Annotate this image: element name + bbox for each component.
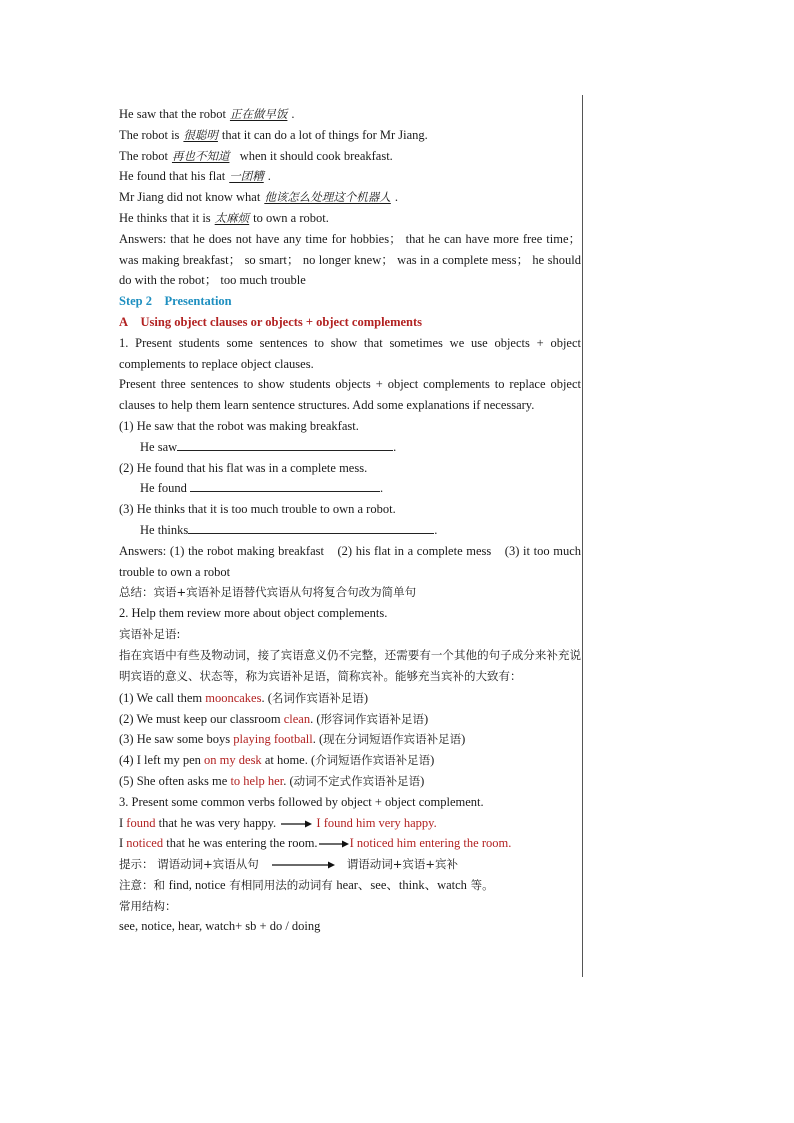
intro-line-1: He saw that the robot 正在做早饭 .	[119, 107, 295, 121]
table-border-line	[582, 95, 583, 977]
filled-blank: 他该怎么处理这个机器人	[264, 190, 391, 205]
filled-blank: 太麻烦	[214, 210, 250, 225]
intro-answers: Answers: that he does not have any time for hobbies； that he can have more free time； was making breakfast； so smart； no longer knew； was in a complete mess； he should do with the robot； too much trouble	[119, 231, 581, 288]
oc-example-3: (3) He saw some boys playing football. (现在分词短语作宾语补足语)	[119, 732, 466, 747]
transform-1: I found that he was very happy. I found him very happy.	[119, 815, 437, 830]
answer-blank	[188, 522, 434, 534]
intro-line-6: He thinks that it is 太麻烦 to own a robot.	[119, 210, 329, 225]
example-2: (2) He found that his flat was in a complete mess.	[119, 460, 368, 475]
exercise-1: He saw .	[140, 439, 397, 454]
note-line: 注意：和 find, notice 有相同用法的动词有 hear、see、think、watch 等。	[119, 877, 494, 892]
intro-line-3: The robot 再也不知道 when it should cook breakfast.	[119, 148, 393, 163]
paragraph-1: 1. Present students some sentences to show that sometimes we use objects + object complements to replace object clauses.	[119, 335, 581, 371]
exercise-2: He found .	[140, 481, 384, 496]
filled-blank: 很聪明	[183, 127, 218, 142]
exercise-3: He thinks .	[140, 522, 438, 537]
oc-example-1: (1) We call them mooncakes. (名词作宾语补足语)	[119, 690, 369, 705]
answers-2: Answers: (1) the robot making breakfast (2) his flat in a complete mess (3) it too much trouble to own a robot	[119, 543, 581, 579]
answer-blank	[177, 439, 393, 451]
right-arrow-icon	[318, 839, 350, 849]
object-complement-title: 宾语补足语:	[119, 626, 181, 641]
intro-line-5: Mr Jiang did not know what 他该怎么处理这个机器人 .	[119, 190, 398, 205]
answer-blank	[190, 480, 380, 492]
right-arrow-icon	[279, 819, 313, 829]
filled-blank: 一团糟	[229, 169, 264, 184]
oc-example-2: (2) We must keep our classroom clean. (形容词作宾语补足语)	[119, 711, 429, 726]
filled-blank: 再也不知道	[171, 148, 230, 163]
paragraph-1b: Present three sentences to show students objects + object complements to replace object clauses to help them learn sentence structures. Add some explanations if necessary.	[119, 377, 581, 413]
example-3: (3) He thinks that it is too much trouble to own a robot.	[119, 502, 396, 517]
document-body	[119, 104, 581, 937]
example-1: (1) He saw that the robot was making breakfast.	[119, 418, 359, 433]
tip-line: 提示： 谓语动词+宾语从句 谓语动词+宾语+宾补	[119, 857, 459, 872]
common-structure: see, notice, hear, watch+ sb + do / doing	[119, 919, 321, 934]
paragraph-2: 2. Help them review more about object complements.	[119, 606, 388, 621]
oc-example-5: (5) She often asks me to help her. (动词不定式作宾语补足语)	[119, 773, 425, 788]
paragraph-3: 3. Present some common verbs followed by object + object complement.	[119, 794, 484, 809]
transform-2: I noticed that he was entering the room. I noticed him entering the room.	[119, 836, 512, 851]
summary: 总结：宾语+宾语补足语替代宾语从句将复合句改为简单句	[119, 585, 417, 600]
right-arrow-icon	[270, 860, 336, 870]
common-structure-label: 常用结构：	[119, 898, 177, 913]
intro-line-4: He found that his flat 一团糟 .	[119, 169, 271, 184]
section-a-heading: A Using object clauses or objects + object complements	[119, 314, 423, 329]
intro-line-2: The robot is 很聪明 that it can do a lot of things for Mr Jiang.	[119, 127, 428, 142]
oc-example-4: (4) I left my pen on my desk at home. (介词短语作宾语补足语)	[119, 753, 435, 768]
step-heading: Step 2 Presentation	[119, 294, 232, 309]
filled-blank: 正在做早饭	[229, 107, 288, 121]
object-complement-definition: 指在宾语中有些及物动词，接了宾语意义仍不完整，还需要有一个其他的句子成分来补充说明宾语的意义、状态等，称为宾语补足语，简称宾补。能够充当宾补的大致有：	[119, 647, 581, 684]
